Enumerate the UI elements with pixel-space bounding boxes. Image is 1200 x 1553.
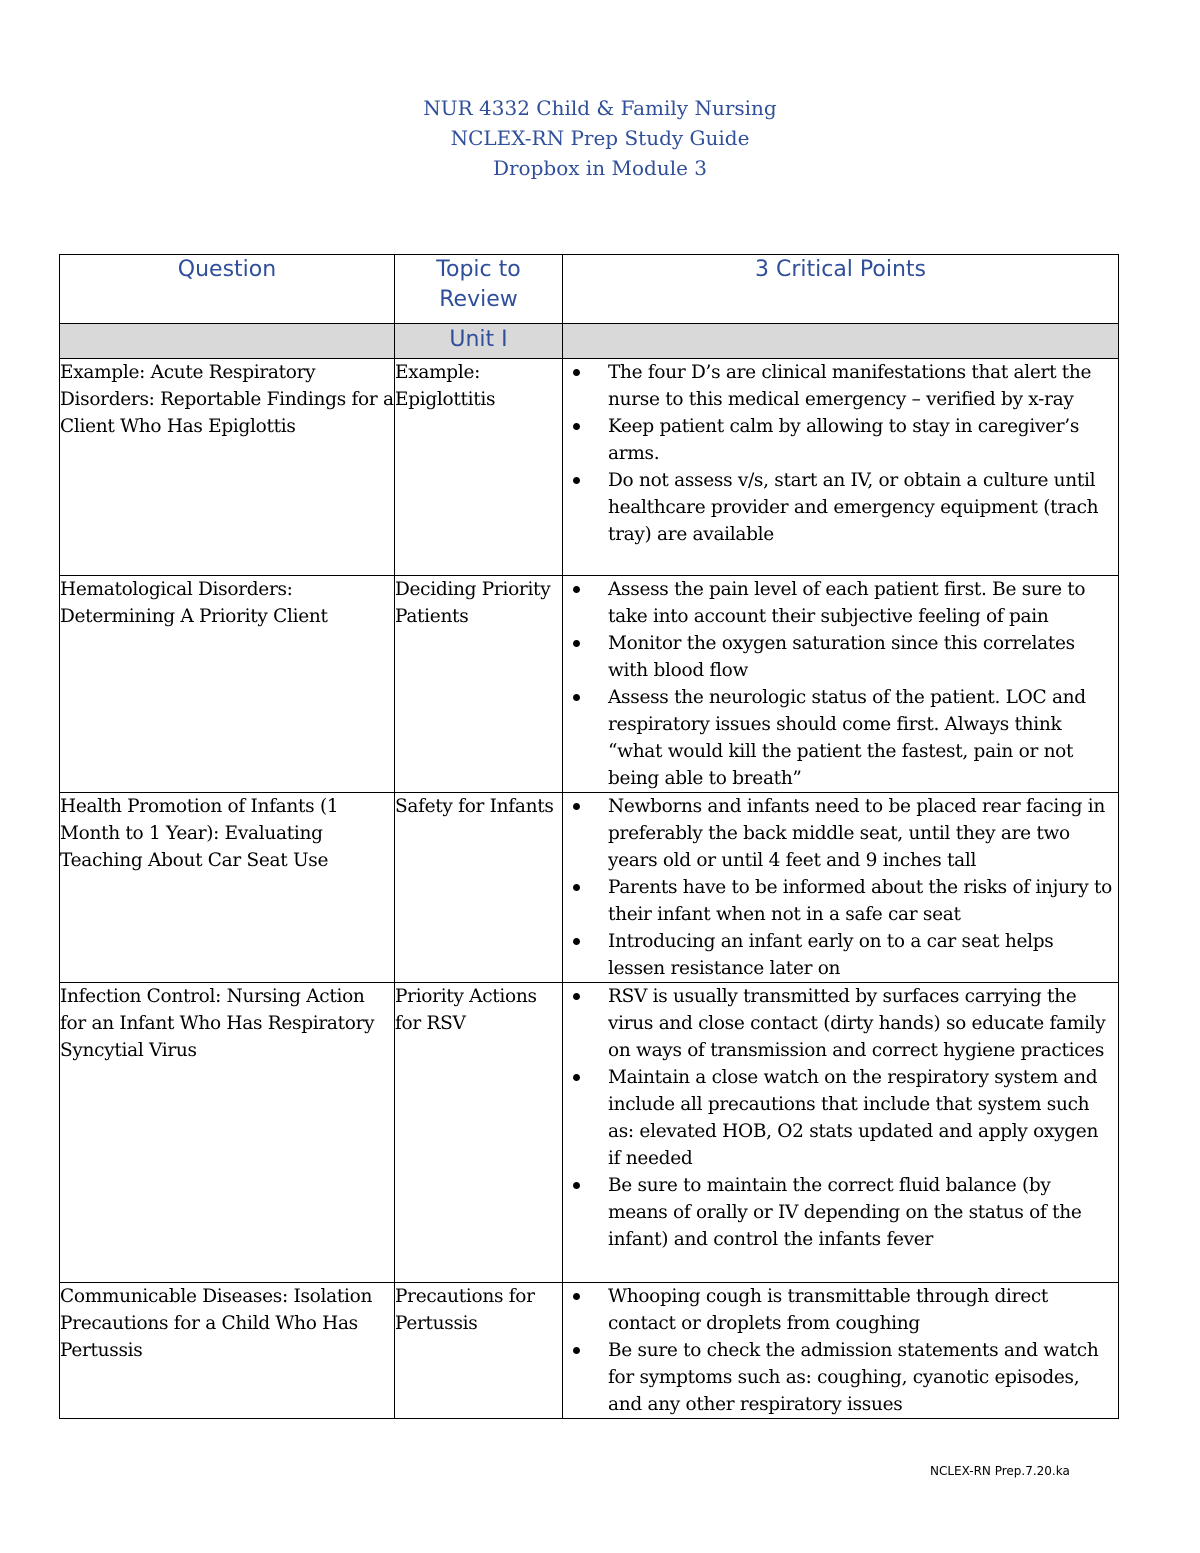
- bullet-icon: [573, 993, 580, 1000]
- critical-point: [563, 359, 1112, 413]
- topic-cell: Example: Epiglottitis: [395, 359, 563, 576]
- question-cell: Hematological Disorders: Determining A Priority Client: [60, 576, 395, 793]
- table-header-row: [60, 255, 1119, 324]
- critical-point-text: Assess the pain level of each patient first. Be sure to take into account their subjective feeling of pain: [608, 579, 1086, 627]
- column-header-critical-points: 3 Critical Points: [563, 255, 1119, 324]
- bullet-icon: [573, 694, 580, 701]
- question-cell: Health Promotion of Infants (1 Month to 1 Year): Evaluating Teaching About Car Seat Use: [60, 793, 395, 983]
- critical-point: [563, 793, 1112, 874]
- critical-point-text: Be sure to check the admission statements and watch for symptoms such as: coughing, cyanotic episodes, and any other respiratory issues: [608, 1340, 1099, 1415]
- column-header-topic: Topic to Review: [395, 255, 563, 324]
- page-footer: NCLEX-RN Prep.7.20.ka: [930, 1464, 1070, 1478]
- critical-point: [563, 576, 1112, 630]
- guide-title: NCLEX-RN Prep Study Guide: [450, 126, 750, 150]
- table-row: [60, 793, 1119, 983]
- critical-points-cell: [563, 1283, 1119, 1419]
- bullet-icon: [573, 477, 580, 484]
- topic-cell: Safety for Infants: [395, 793, 563, 983]
- bullet-icon: [573, 369, 580, 376]
- critical-point: [563, 467, 1112, 548]
- course-title: NUR 4332 Child & Family Nursing: [423, 96, 777, 120]
- critical-point: [563, 1064, 1112, 1172]
- critical-point-text: Parents have to be informed about the risks of injury to their infant when not in a safe car seat: [608, 877, 1112, 925]
- critical-points-list: [563, 983, 1118, 1253]
- question-cell: Example: Acute Respiratory Disorders: Reportable Findings for a Client Who Has Epiglottis: [60, 359, 395, 576]
- unit-row: [60, 324, 1119, 359]
- critical-point-text: Monitor the oxygen saturation since this correlates with blood flow: [608, 633, 1075, 681]
- bullet-icon: [573, 1293, 580, 1300]
- unit-label: Unit I: [395, 324, 563, 359]
- topic-cell: Precautions for Pertussis: [395, 1283, 563, 1419]
- critical-point-text: Maintain a close watch on the respiratory system and include all precautions that include that system such as: elevated HOB, O2 stats updated and apply oxygen if needed: [608, 1067, 1099, 1169]
- critical-point-text: Do not assess v/s, start an IV, or obtain a culture until healthcare provider and emergency equipment (trach tray) are available: [608, 470, 1099, 545]
- critical-point: [563, 1172, 1112, 1253]
- column-header-question: Question: [60, 255, 395, 324]
- table-row: [60, 576, 1119, 793]
- document-header: [0, 93, 1200, 183]
- critical-point: [563, 413, 1112, 467]
- unit-row-blank-cell: [563, 324, 1119, 359]
- topic-cell: Priority Actions for RSV: [395, 983, 563, 1283]
- critical-point: [563, 1337, 1112, 1418]
- critical-point-text: Introducing an infant early on to a car seat helps lessen resistance later on: [608, 931, 1054, 979]
- topic-cell: Deciding Priority Patients: [395, 576, 563, 793]
- critical-point: [563, 983, 1112, 1064]
- critical-point: [563, 874, 1112, 928]
- critical-point-text: RSV is usually transmitted by surfaces carrying the virus and close contact (dirty hands) so educate family on ways of transmission and correct hygiene practices: [608, 986, 1106, 1061]
- bullet-icon: [573, 1347, 580, 1354]
- bullet-icon: [573, 884, 580, 891]
- bullet-icon: [573, 423, 580, 430]
- critical-point-text: Assess the neurologic status of the patient. LOC and respiratory issues should come first. Always think “what would kill the patient the fastest, pain or not being able to breath”: [608, 687, 1086, 789]
- critical-point: [563, 928, 1112, 982]
- study-guide-table: [59, 254, 1119, 1419]
- bullet-icon: [573, 803, 580, 810]
- question-cell: Communicable Diseases: Isolation Precautions for a Child Who Has Pertussis: [60, 1283, 395, 1419]
- critical-points-cell: [563, 359, 1119, 576]
- critical-points-list: [563, 359, 1118, 548]
- critical-point: [563, 630, 1112, 684]
- critical-points-list: [563, 1283, 1118, 1418]
- table-row: [60, 359, 1119, 576]
- critical-points-cell: [563, 793, 1119, 983]
- question-cell: Infection Control: Nursing Action for an Infant Who Has Respiratory Syncytial Virus: [60, 983, 395, 1283]
- critical-point-text: Newborns and infants need to be placed rear facing in preferably the back middle seat, until they are two years old or until 4 feet and 9 inches tall: [608, 796, 1105, 871]
- table-row: [60, 983, 1119, 1283]
- critical-point: [563, 684, 1112, 792]
- bullet-icon: [573, 1074, 580, 1081]
- bullet-icon: [573, 1182, 580, 1189]
- critical-points-cell: [563, 576, 1119, 793]
- critical-point: [563, 1283, 1112, 1337]
- critical-point-text: Keep patient calm by allowing to stay in caregiver’s arms.: [608, 416, 1080, 464]
- critical-point-text: Whooping cough is transmittable through direct contact or droplets from coughing: [608, 1286, 1049, 1334]
- table-row: [60, 1283, 1119, 1419]
- dropbox-note: Dropbox in Module 3: [492, 156, 708, 180]
- unit-row-blank-cell: [60, 324, 395, 359]
- bullet-icon: [573, 586, 580, 593]
- critical-point-text: The four D’s are clinical manifestations that alert the nurse to this medical emergency – verified by x-ray: [608, 362, 1092, 410]
- bullet-icon: [573, 938, 580, 945]
- critical-points-cell: [563, 983, 1119, 1283]
- critical-points-list: [563, 793, 1118, 982]
- critical-point-text: Be sure to maintain the correct fluid balance (by means of orally or IV depending on the status of the infant) and control the infants fever: [608, 1175, 1082, 1250]
- bullet-icon: [573, 640, 580, 647]
- critical-points-list: [563, 576, 1118, 792]
